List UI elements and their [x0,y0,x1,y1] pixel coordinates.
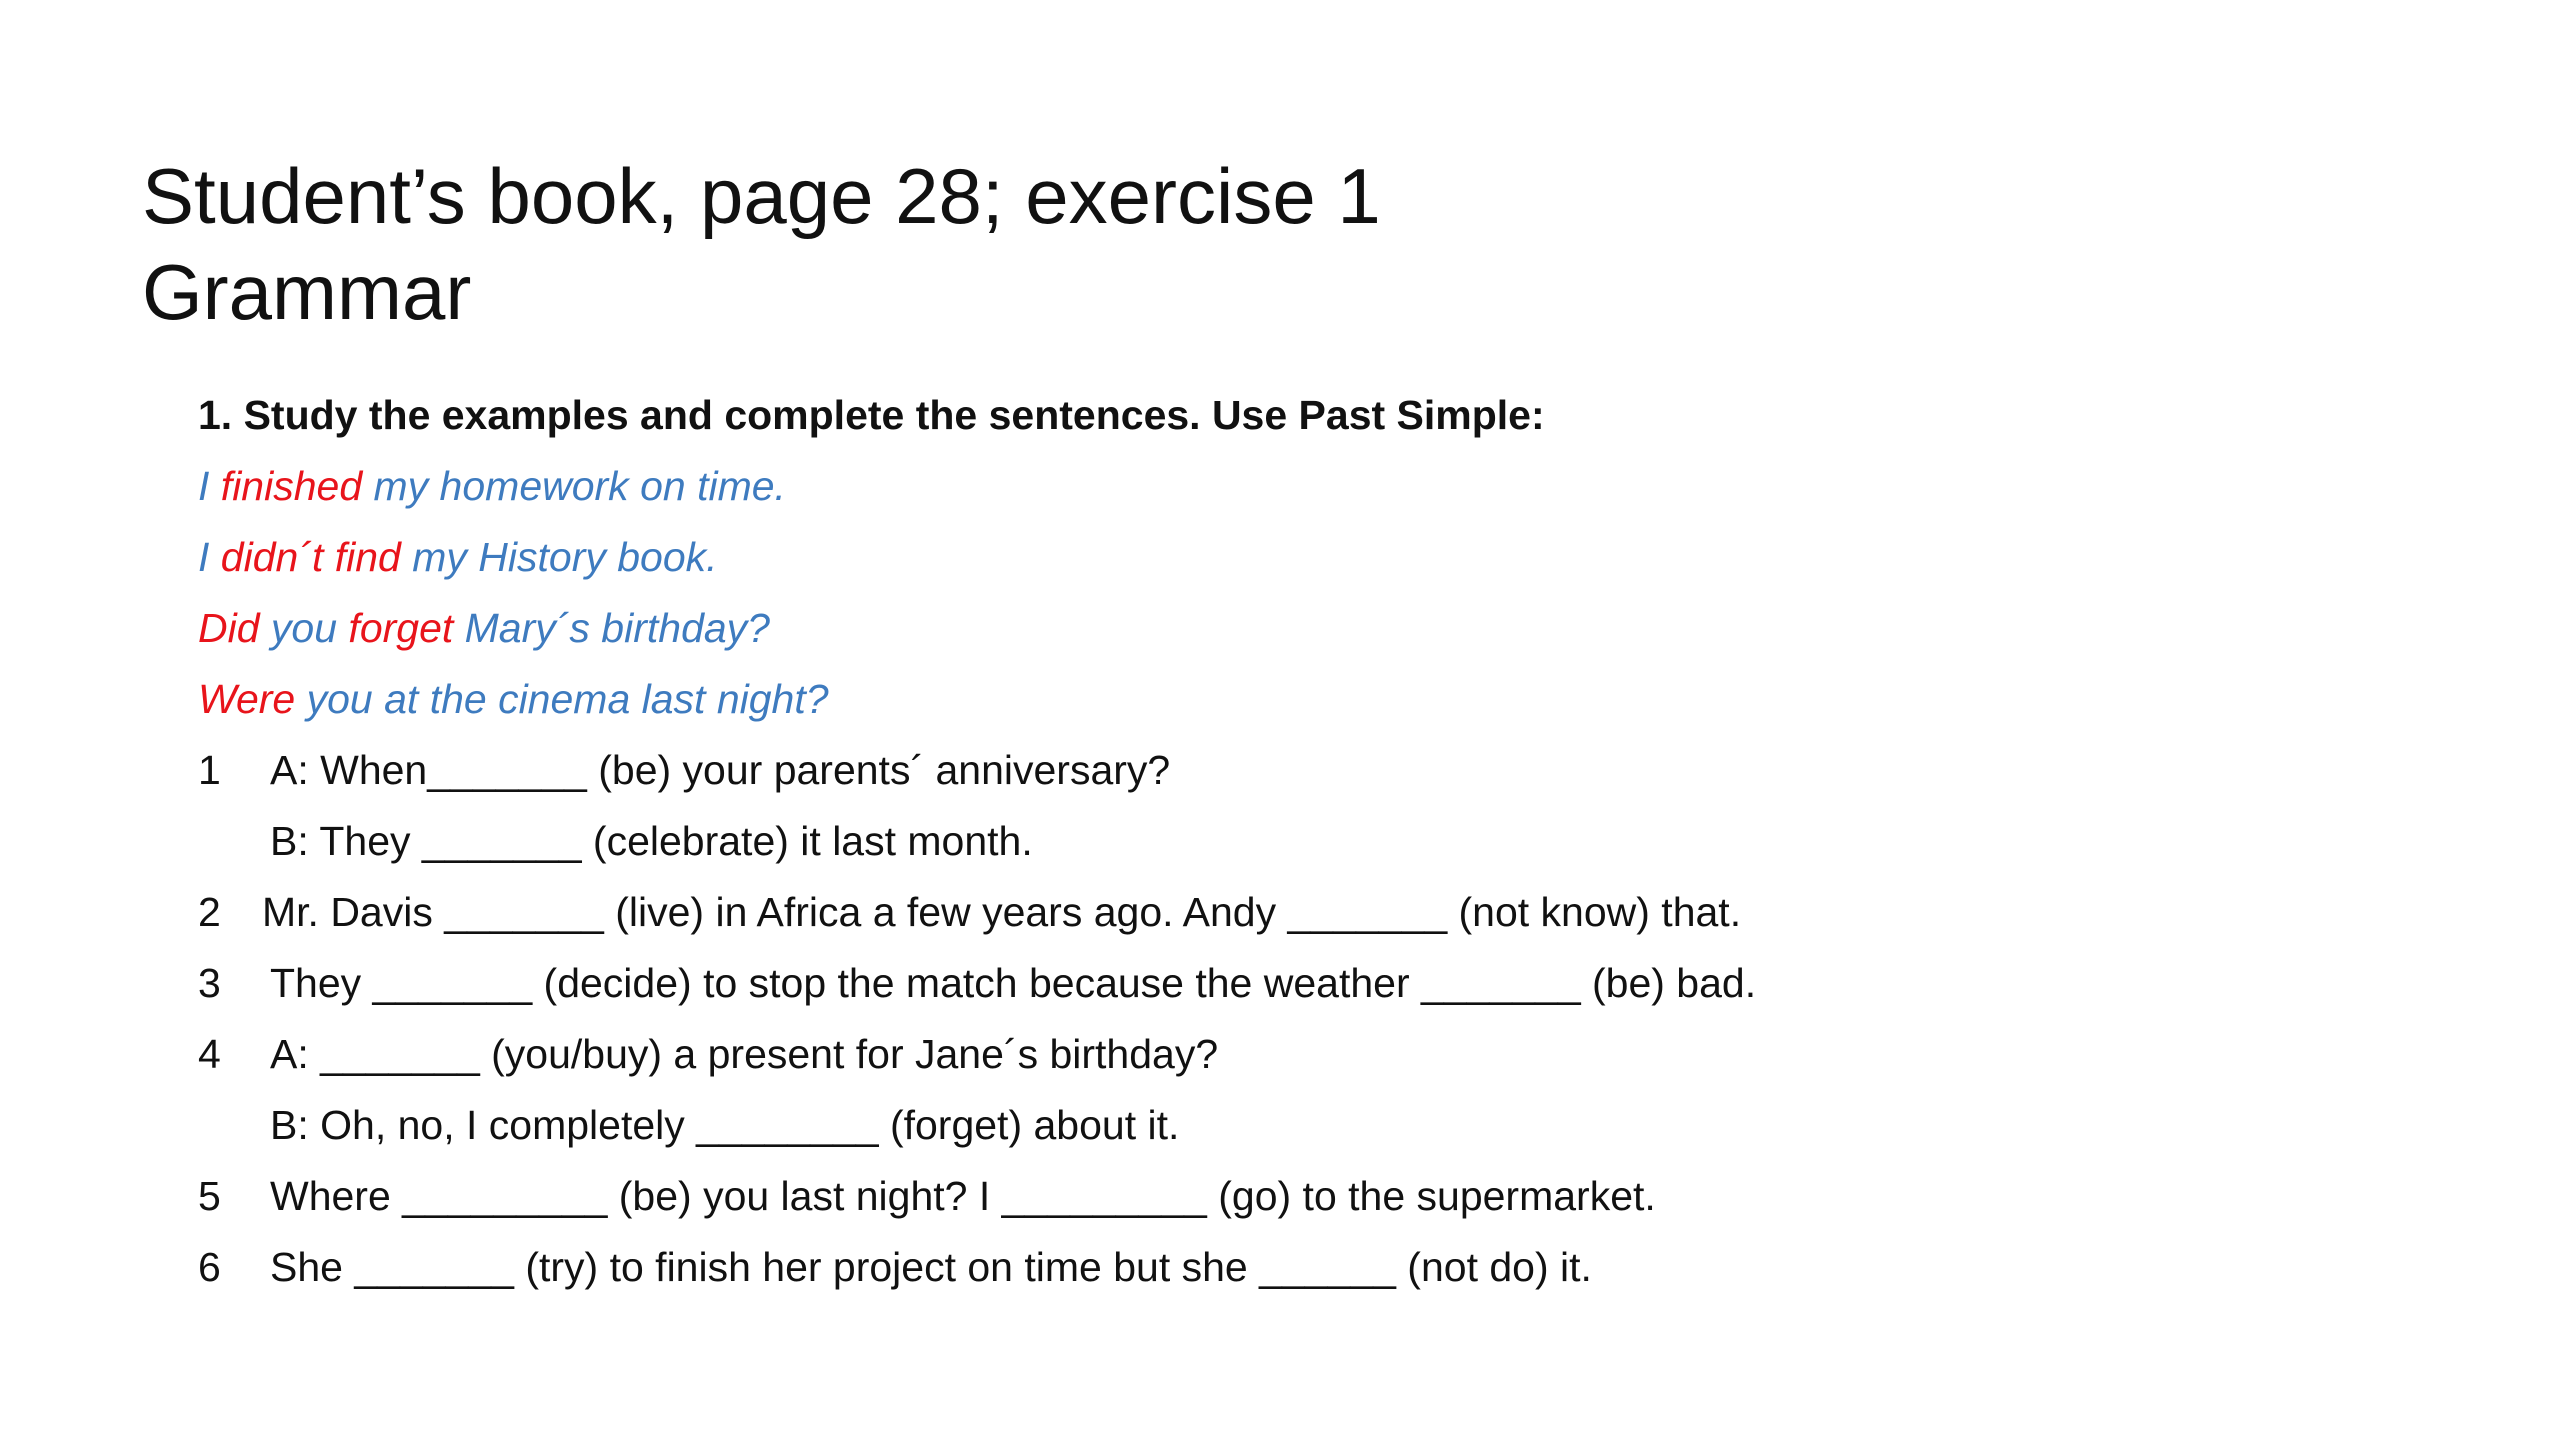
exercise-number: 6 [198,1244,221,1290]
example-segment: my homework on time. [362,463,786,509]
example-segment: you [259,605,349,651]
exercise-item [198,1161,2398,1232]
exercise-text: B: Oh, no, I completely ________ (forget) about it. [270,1102,1180,1148]
exercise-text: A: When_______ (be) your parents´ anniversary? [270,747,1171,793]
exercise-number: 3 [198,960,221,1006]
example-segment: Mary´s birthday? [453,605,770,651]
example-segment: my History book. [400,534,718,580]
example-verb: didn´t find [220,534,401,580]
example-segment: I [198,463,221,509]
exercise-text: They _______ (decide) to stop the match because the weather _______ (be) bad. [270,960,1757,1006]
exercise-item [198,1019,2398,1090]
example-segment: you at the cinema last night? [295,676,829,722]
exercise-text: B: They _______ (celebrate) it last month. [270,818,1033,864]
exercise-item [198,948,2398,1019]
example-verb: forget [348,605,454,651]
exercise-text: She _______ (try) to finish her project on time but she ______ (not do) it. [270,1244,1592,1290]
exercise-item [198,1090,2398,1161]
exercise-text: A: _______ (you/buy) a present for Jane´s birthday? [270,1031,1219,1077]
exercise-number: 5 [198,1173,221,1219]
exercise-text: Mr. Davis _______ (live) in Africa a few years ago. Andy _______ (not know) that. [262,889,1742,935]
exercise-item [198,806,2398,877]
exercise-number: 2 [198,889,221,935]
exercise-number: 4 [198,1031,221,1077]
exercise-number: 1 [198,747,221,793]
exercise-item [198,735,2398,806]
exercise-item [198,877,2398,948]
title-line-1: Student’s book, page 28; exercise 1 [142,152,1381,240]
exercise-content [198,380,2398,1303]
exercise-text: Where _________ (be) you last night? I _________ (go) to the supermarket. [270,1173,1656,1219]
exercise-item [198,1232,2398,1303]
example-sentence [198,593,2398,664]
example-segment: I [198,534,221,580]
example-verb: Did [198,605,260,651]
title-line-2: Grammar [142,248,472,336]
example-verb: Were [198,676,296,722]
instruction-text: 1. Study the examples and complete the sentences. Use Past Simple: [198,392,1545,438]
example-sentence [198,451,2398,522]
example-sentence [198,664,2398,735]
example-verb: finished [220,463,363,509]
slide-title [142,148,1942,340]
example-sentence [198,522,2398,593]
